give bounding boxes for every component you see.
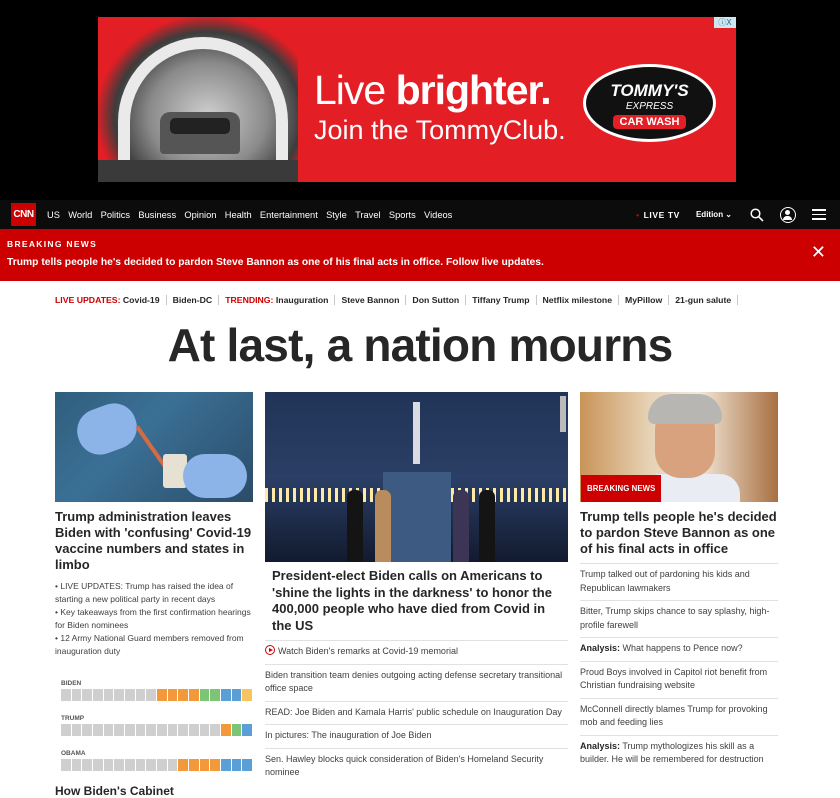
bullet-link[interactable]: • Key takeaways from the first confirmation hearings for Biden nominees (55, 607, 251, 630)
nav-world[interactable]: World (68, 209, 93, 220)
nav-us[interactable]: US (47, 209, 60, 220)
story-bullets (55, 580, 253, 658)
graph-label: TRUMP (61, 715, 85, 722)
related-link[interactable]: READ: Joe Biden and Kamala Harris' public schedule on Inauguration Day (265, 701, 568, 725)
graph-label: BIDEN (61, 680, 82, 687)
nav-sports[interactable]: Sports (388, 209, 416, 220)
graph-bar (61, 689, 253, 701)
nav-right (636, 200, 826, 229)
graph-label: OBAMA (61, 750, 86, 757)
nav-business[interactable]: Business (138, 209, 177, 220)
lincoln-memorial-photo[interactable] (265, 392, 568, 562)
nav-links (47, 200, 461, 229)
top-nav (0, 200, 840, 229)
car-wash-tunnel-image (98, 17, 298, 182)
nav-travel[interactable]: Travel (355, 209, 381, 220)
bannon-photo[interactable] (580, 392, 778, 502)
trending-bar (55, 293, 795, 307)
related-link[interactable]: Watch Biden's remarks at Covid-19 memorial (265, 640, 568, 664)
related-link[interactable]: Sen. Hawley blocks quick consideration of Biden's Homeland Security nominee (265, 748, 568, 785)
story-title[interactable]: Trump tells people he's decided to pardon Steve Bannon as one of his final acts in office (580, 509, 777, 556)
ad-headline: Live brighter. (314, 67, 551, 113)
nav-entertainment[interactable]: Entertainment (259, 209, 318, 220)
related-links (265, 640, 568, 785)
right-column (580, 392, 778, 772)
center-column (265, 392, 568, 785)
page-headline[interactable]: At last, a nation mourns (167, 319, 673, 371)
story-title[interactable]: President-elect Biden calls on Americans to 'shine the lights in the darkness' to honor the 400,000 people who have died from Covid in the US (272, 568, 552, 633)
ad-banner-area (0, 0, 840, 200)
trend-link[interactable]: MyPillow (625, 295, 663, 305)
related-link[interactable]: Bitter, Trump skips chance to say splashy, high-profile farewell (580, 600, 778, 637)
tommys-logo: TOMMY'S EXPRESS CAR WASH (583, 64, 716, 142)
related-link[interactable]: McConnell directly blames Trump for provoking mob and feeding lies (580, 698, 778, 735)
graph-bar (61, 759, 253, 771)
related-link[interactable]: In pictures: The inauguration of Joe Biden (265, 724, 568, 748)
play-icon (265, 645, 275, 655)
trend-link[interactable]: Tiffany Trump (472, 295, 530, 305)
trend-link[interactable]: Netflix milestone (542, 295, 613, 305)
ad-subline: Join the TommyClub. (314, 115, 566, 145)
breaking-news-label: BREAKING NEWS (7, 239, 98, 249)
bullet-link[interactable]: • LIVE UPDATES: Trump has raised the idea of starting a new political party in recent days (55, 581, 234, 604)
breaking-news-message[interactable]: Trump tells people he's decided to pardon Steve Bannon as one of his final acts in office. Follow live updates. (7, 257, 544, 268)
nav-health[interactable]: Health (224, 209, 252, 220)
nav-videos[interactable]: Videos (424, 209, 453, 220)
tommys-express-ad[interactable] (98, 17, 736, 182)
hamburger-menu-icon[interactable] (812, 206, 826, 223)
search-icon[interactable] (750, 208, 764, 222)
trend-link[interactable]: 21-gun salute (675, 295, 732, 305)
related-link[interactable]: Biden transition team denies outgoing acting defense secretary transitional office space (265, 664, 568, 701)
nav-opinion[interactable]: Opinion (184, 209, 217, 220)
edition-dropdown[interactable]: Edition ⌄ (695, 210, 732, 219)
left-column (55, 392, 253, 798)
vaccine-photo[interactable] (55, 392, 253, 502)
graph-bar (61, 724, 253, 736)
ad-choices-icon[interactable]: ⓘX (714, 17, 736, 28)
vaccine-comparison-graphic[interactable] (61, 680, 253, 771)
nav-style[interactable]: Style (326, 209, 347, 220)
live-updates-label: LIVE UPDATES: (55, 295, 121, 305)
trend-link[interactable]: Inauguration (275, 295, 329, 305)
related-links (580, 563, 778, 772)
related-link[interactable]: Proud Boys involved in Capitol riot benefit from Christian fundraising website (580, 661, 778, 698)
story-title[interactable]: Trump administration leaves Biden with 'confusing' Covid-19 vaccine numbers and states in limbo (55, 509, 252, 572)
live-tv-link[interactable]: • LIVE TV (636, 209, 680, 220)
related-link[interactable]: Trump talked out of pardoning his kids and Republican lawmakers (580, 563, 778, 600)
trend-link[interactable]: Biden-DC (172, 295, 213, 305)
breaking-news-badge: BREAKING NEWS (581, 475, 661, 502)
trend-link[interactable]: Covid-19 (122, 295, 160, 305)
nav-politics[interactable]: Politics (100, 209, 131, 220)
breaking-news-banner[interactable] (0, 229, 840, 281)
trend-link[interactable]: Don Sutton (412, 295, 460, 305)
user-account-icon[interactable] (780, 207, 796, 223)
cnn-logo[interactable]: CNN (11, 203, 36, 226)
trend-link[interactable]: Steve Bannon (341, 295, 400, 305)
trending-label: TRENDING: (225, 295, 274, 305)
next-story-title[interactable]: How Biden's Cabinet (55, 784, 174, 798)
related-link[interactable]: Analysis: Trump mythologizes his skill as a builder. He will be remembered for destruction (580, 735, 778, 772)
bullet-link[interactable]: • 12 Army National Guard members removed from inauguration duty (55, 633, 244, 656)
close-icon[interactable]: ✕ (810, 242, 826, 262)
related-link[interactable]: Analysis: What happens to Pence now? (580, 637, 778, 661)
